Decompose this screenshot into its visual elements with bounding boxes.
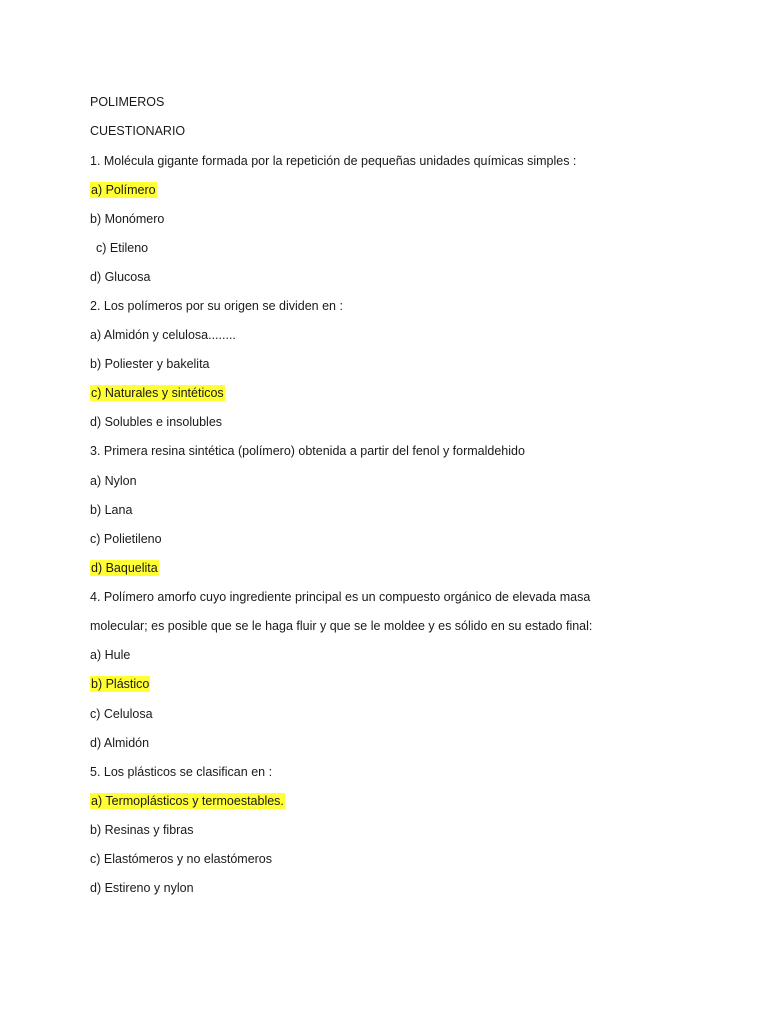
answer-4c xyxy=(90,703,153,725)
answer-3d xyxy=(90,557,159,579)
highlighted-answer: a) Polímero xyxy=(91,183,156,197)
answer-text: d) Estireno y nylon xyxy=(90,881,194,895)
question-text: 3. Primera resina sintética (polímero) obtenida a partir del fenol y formaldehido xyxy=(90,444,525,458)
answer-2b xyxy=(90,353,210,375)
answer-5d xyxy=(90,877,194,899)
answer-1d xyxy=(90,266,150,288)
answer-1c xyxy=(96,237,148,259)
question-text: 2. Los polímeros por su origen se dividen en : xyxy=(90,299,343,313)
question-text: 1. Molécula gigante formada por la repetición de pequeñas unidades químicas simples : xyxy=(90,154,577,168)
answer-text: a) Hule xyxy=(90,648,131,662)
answer-3b xyxy=(90,499,132,521)
answer-text: d) Glucosa xyxy=(90,270,151,284)
highlighted-answer: a) Termoplásticos y termoestables. xyxy=(91,794,284,808)
answer-5c xyxy=(90,848,272,870)
answer-4d xyxy=(90,732,149,754)
question-5 xyxy=(90,761,272,783)
answer-text: a) Nylon xyxy=(90,474,137,488)
question-3 xyxy=(90,440,525,462)
answer-5a xyxy=(90,790,285,812)
question-1 xyxy=(90,150,576,172)
document-subtitle: CUESTIONARIO xyxy=(90,124,186,138)
question-2 xyxy=(90,295,343,317)
question-text: 4. Polímero amorfo cuyo ingrediente principal es un compuesto orgánico de elevada masa xyxy=(90,590,591,604)
answer-text: b) Poliester y bakelita xyxy=(90,357,210,371)
answer-2a xyxy=(90,324,236,346)
answer-2d xyxy=(90,411,222,433)
document-title: POLIMEROS xyxy=(90,95,165,109)
answer-text: b) Monómero xyxy=(90,212,165,226)
highlighted-answer: d) Baquelita xyxy=(91,561,158,575)
answer-4a xyxy=(90,644,130,666)
question-text: 5. Los plásticos se clasifican en : xyxy=(90,765,273,779)
answer-1b xyxy=(90,208,164,230)
answer-2c xyxy=(90,382,225,404)
answer-3a xyxy=(90,470,137,492)
answer-text: b) Lana xyxy=(90,503,133,517)
answer-text: c) Celulosa xyxy=(90,707,153,721)
answer-text: a) Almidón y celulosa........ xyxy=(90,328,236,342)
answer-text: c) Etileno xyxy=(96,241,149,255)
question-4 xyxy=(90,586,590,608)
answer-text: d) Solubles e insolubles xyxy=(90,415,223,429)
answer-text: c) Elastómeros y no elastómeros xyxy=(90,852,273,866)
answer-1a xyxy=(90,179,157,201)
answer-5b xyxy=(90,819,194,841)
question-text: molecular; es posible que se le haga fluir y que se le moldee y es sólido en su estado final: xyxy=(90,619,593,633)
answer-text: d) Almidón xyxy=(90,736,150,750)
answer-4b xyxy=(90,673,150,695)
answer-text: c) Polietileno xyxy=(90,532,162,546)
answer-3c xyxy=(90,528,162,550)
answer-text: b) Resinas y fibras xyxy=(90,823,194,837)
question-4-continued xyxy=(90,615,592,637)
highlighted-answer: b) Plástico xyxy=(91,677,150,691)
highlighted-answer: c) Naturales y sintéticos xyxy=(91,386,224,400)
